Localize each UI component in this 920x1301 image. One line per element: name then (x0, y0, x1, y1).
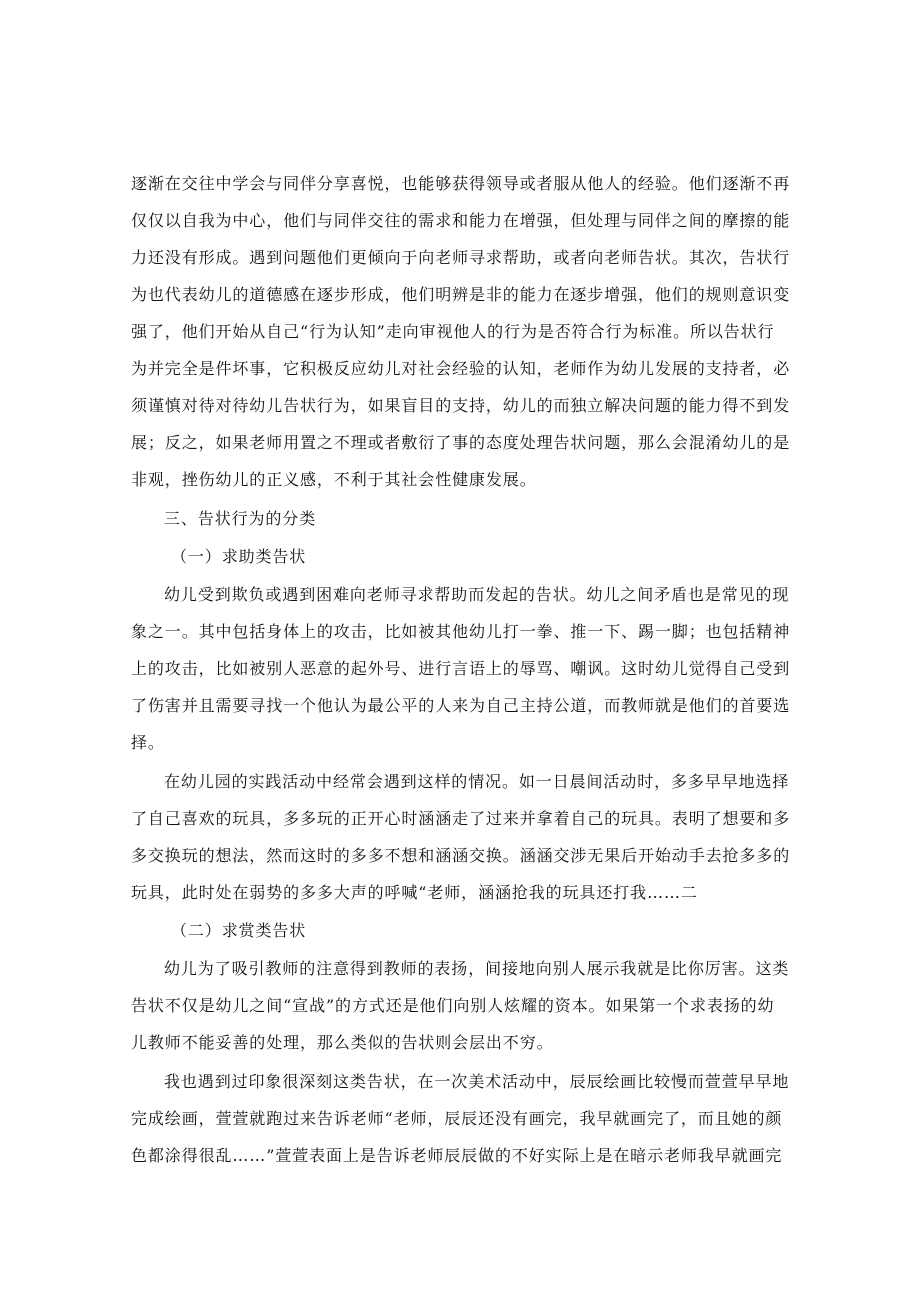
text-line: 力还没有形成。遇到问题他们更倾向于向老师寻求帮助，或者向老师告状。其次，告状行 (131, 248, 791, 267)
subsection-heading: （一）求助类告状 (171, 547, 307, 566)
text-line: 幼儿受到欺负或遇到困难向老师寻求帮助而发起的告状。幼儿之间矛盾也是常见的现 (164, 585, 790, 604)
text-line: 玩具，此时处在弱势的多多大声的呼喊“老师，涵涵抢我的玩具还打我……二 (131, 883, 698, 902)
text-line: 幼儿为了吸引教师的注意得到教师的表扬，间接地向别人展示我就是比你厉害。这类 (164, 959, 790, 978)
text-line: 多交换玩的想法，然而这时的多多不想和涵涵交换。涵涵交涉无果后开始动手去抢多多的 (131, 846, 791, 865)
text-line: 了自己喜欢的玩具，多多玩的正开心时涵涵走了过来并拿着自己的玩具。表明了想要和多 (131, 809, 791, 828)
text-line: 择。 (131, 733, 165, 752)
text-line: 完成绘画，萱萱就跑过来告诉老师“老师，辰辰还没有画完，我早就画完了，而且她的颜 (131, 1109, 783, 1128)
section-heading: 三、告状行为的分类 (164, 509, 317, 528)
text-line: 仅仅以自我为中心，他们与同伴交往的需求和能力在增强，但处理与同伴之间的摩擦的能 (131, 211, 791, 230)
text-line: 逐渐在交往中学会与同伴分享喜悦，也能够获得领导或者服从他人的经验。他们逐渐不再 (131, 174, 791, 193)
text-line: 告状不仅是幼儿之间“宣战”的方式还是他们向别人炫耀的资本。如果第一个求表扬的幼 (131, 996, 775, 1015)
text-line: 须谨慎对待对待幼儿告状行为，如果盲目的支持，幼儿的而独立解决问题的能力得不到发 (131, 396, 791, 415)
text-line: 儿教师不能妥善的处理，那么类似的告状则会层出不穷。 (131, 1033, 554, 1052)
text-line: 了伤害并且需要寻找一个他认为最公平的人来为自己主持公道，而教师就是他们的首要选 (131, 696, 791, 715)
subsection-heading: （二）求赏类告状 (171, 921, 307, 940)
text-line: 展；反之，如果老师用置之不理或者敷衍了事的态度处理告状问题，那么会混淆幼儿的是 (131, 433, 791, 452)
text-line: 为也代表幼儿的道德感在逐步形成，他们明辨是非的能力在逐步增强，他们的规则意识变 (131, 285, 791, 304)
text-line: 非观，挫伤幼儿的正义感，不利于其社会性健康发展。 (131, 470, 537, 489)
text-line: 为并完全是件坏事，它积极反应幼儿对社会经验的认知，老师作为幼儿发展的支持者，必 (131, 359, 791, 378)
text-line: 强了，他们开始从自己“行为认知”走向审视他人的行为是否符合行为标准。所以告状行 (131, 322, 775, 341)
text-line: 我也遇到过印象很深刻这类告状，在一次美术活动中，辰辰绘画比较慢而萱萱早早地 (164, 1072, 790, 1091)
text-line: 在幼儿园的实践活动中经常会遇到这样的情况。如一日晨间活动时，多多早早地选择 (164, 772, 790, 791)
text-line: 象之一。其中包括身体上的攻击，比如被其他幼儿打一拳、推一下、踢一脚；也包括精神 (131, 622, 791, 641)
text-line: 色都涂得很乱……”萱萱表面上是告诉老师辰辰做的不好实际上是在暗示老师我早就画完 (131, 1146, 783, 1165)
text-line: 上的攻击，比如被别人恶意的起外号、进行言语上的辱骂、嘲讽。这时幼儿觉得自己受到 (131, 659, 791, 678)
